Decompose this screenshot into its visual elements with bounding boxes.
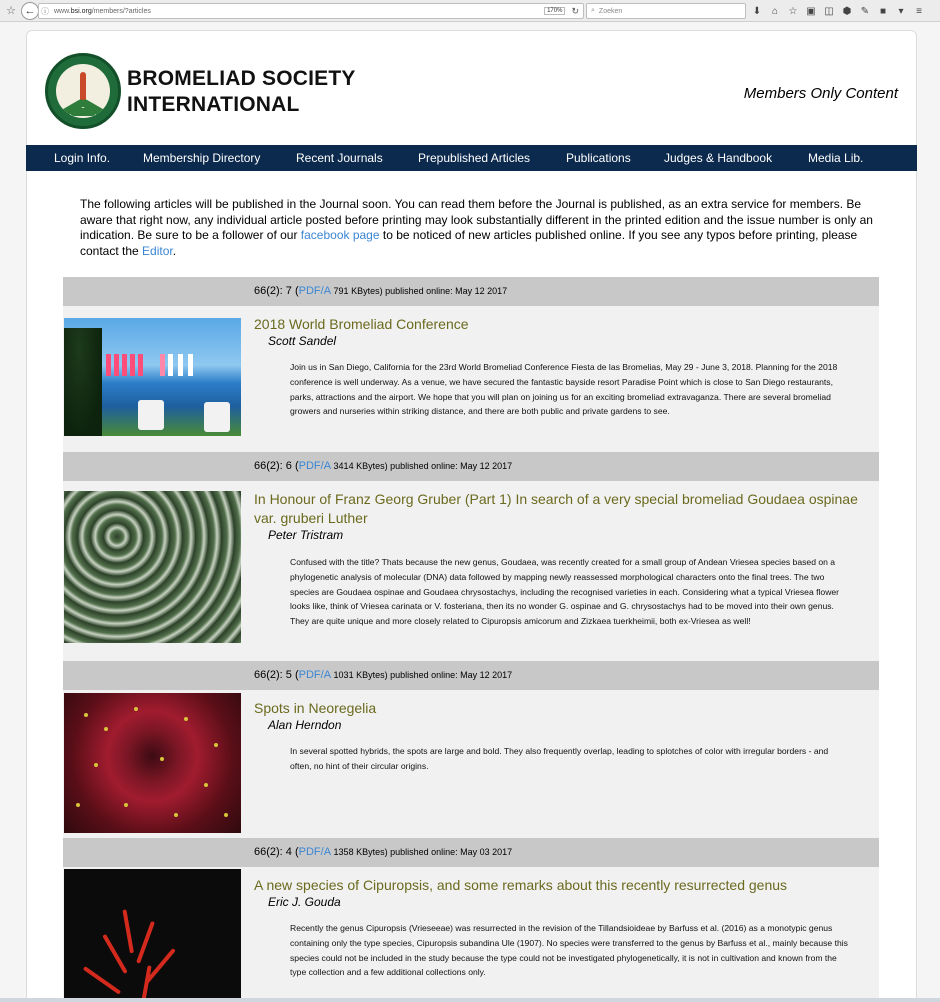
conference-photo	[64, 318, 241, 436]
article-author: Alan Herndon	[268, 718, 342, 732]
tools-icon[interactable]: ✎	[860, 5, 870, 17]
star-icon[interactable]: ☆	[6, 5, 16, 17]
article-size: 791 KBytes	[331, 286, 380, 296]
article-published: ) published online: May 03 2017	[384, 847, 513, 857]
nav-membership-directory[interactable]: Membership Directory	[143, 151, 261, 165]
pdf-link[interactable]: PDF/A	[298, 846, 332, 858]
nav-media-lib[interactable]: Media Lib.	[808, 151, 864, 165]
article-title[interactable]: A new species of Cipuropsis, and some remarks about this recently resurrected genus	[254, 877, 788, 893]
nav-login-info[interactable]: Login Info.	[54, 151, 111, 165]
article-card	[63, 867, 879, 998]
brand-line-1: BROMELIAD SOCIETY	[127, 67, 356, 90]
address-url: www.bsi.org/members/?articles	[54, 7, 151, 15]
article-issue: 66(2): 5 (	[254, 669, 299, 681]
pdf-link[interactable]: PDF/A	[298, 669, 332, 681]
zoom-indicator[interactable]: 170%	[544, 7, 565, 15]
article-author: Scott Sandel	[268, 334, 337, 348]
main-nav	[26, 145, 917, 171]
search-icon: ⌕	[591, 7, 595, 14]
nav-judges-handbook[interactable]: Judges & Handbook	[664, 151, 773, 165]
download-icon[interactable]: ⬇	[752, 5, 762, 17]
cipuropsis-photo	[64, 869, 241, 999]
menu-icon[interactable]: ▾	[898, 5, 904, 17]
article-description: In several spotted hybrids, the spots are large and bold. They also frequently overlap, leading to splotches of color with irregular borders - and often, no hint of their circular origins.	[290, 746, 829, 771]
article-description: Recently the genus Cipuropsis (Vrieseeae) was resurrected in the revision of the Tillandsioideae by Barfuss et al. (2016) as a monotypic genus containing only the type species, Cipuropsis subandina Ule (1907). No species were transferred to the genus by Barfuss et al., mainly because this species could not be included in the study because the type could not be investigated phylogenetically, it is not in cultivation and known from the type collection and a few additional collections only.	[290, 923, 848, 978]
extension-icon[interactable]: ⬢	[842, 5, 852, 17]
article-header	[63, 452, 879, 481]
addon-icon[interactable]: ■	[879, 5, 887, 17]
article-published: ) published online: May 12 2017	[384, 461, 513, 471]
article-issue: 66(2): 4 (	[254, 846, 299, 858]
article-card	[63, 690, 879, 838]
article-card	[63, 306, 879, 452]
goudaea-photo	[64, 491, 241, 643]
search-placeholder: Zoeken	[598, 7, 623, 15]
horizontal-scrollbar[interactable]	[0, 998, 940, 1002]
neoregelia-photo	[64, 693, 241, 833]
article-header	[63, 661, 879, 690]
pdf-link[interactable]: PDF/A	[298, 285, 332, 297]
article-issue: 66(2): 6 (	[254, 460, 299, 472]
article-published: ) published online: May 12 2017	[384, 670, 513, 680]
members-only-label: Members Only Content	[743, 85, 898, 102]
nav-publications[interactable]: Publications	[566, 151, 631, 165]
article-size: 1358 KBytes	[331, 847, 385, 857]
nav-prepublished-articles[interactable]: Prepublished Articles	[418, 151, 531, 165]
pdf-link[interactable]: PDF/A	[298, 460, 332, 472]
bookmark-icon[interactable]: ☆	[788, 5, 798, 17]
bsi-logo[interactable]	[45, 53, 121, 129]
back-button[interactable]: ←	[21, 2, 39, 20]
article-author: Peter Tristram	[268, 528, 344, 542]
intro-text: The following articles will be published in the Journal soon. You can read them before the Journal is published, as an extra service for members. Be aware that right now, any individual article posted before printing may look substantially different in the printed edition and the issue number is only an indication. Be sure to be a follower of our facebook page to be noticed of new articles published online. If you see any typos before printing, please contact the Editor.	[80, 197, 873, 258]
article-header	[63, 277, 879, 306]
article-title[interactable]: Spots in Neoregelia	[254, 700, 377, 716]
article-issue: 66(2): 7 (	[254, 285, 299, 297]
brand-line-2: INTERNATIONAL	[127, 93, 300, 116]
info-icon[interactable]: ⓘ	[41, 6, 49, 16]
article-card	[63, 481, 879, 661]
article-author: Eric J. Gouda	[268, 895, 341, 909]
nav-recent-journals[interactable]: Recent Journals	[296, 151, 383, 165]
editor-link[interactable]: Editor	[142, 243, 173, 258]
article-description: Confused with the title? Thats because the new genus, Goudaea, was recently created for a small group of Andean Vriesea species based on a phylogenetic analysis of molecular (DNA) data followed by mapping newly reassessed morphological characters onto the final trees. The two species are Goudaea ospinae and Goudaea chrysostachys, including the recognised varieties in each. Considering what a typical Vriesea flower looks like, think of Vriesea carinata or V. fosteriana, then its no wonder G. ospinae and G. chrysostachys had to be moved into their own genus. They are quite unique and more closely related to Cipuropsis amicorum and Zizkaea tuerkheimii, both ex-Vriesea as well!	[290, 557, 840, 627]
facebook-link[interactable]: facebook page	[300, 228, 380, 242]
overflow-icon[interactable]: ≡	[916, 5, 922, 17]
reload-icon[interactable]: ↻	[571, 5, 579, 16]
article-title[interactable]: In Honour of Franz Georg Gruber (Part 1) In search of a very special bromeliad Goudaea ospinae var. gruberi Luther	[254, 491, 858, 526]
article-published: ) published online: May 12 2017	[379, 286, 508, 296]
brand-name[interactable]	[127, 66, 356, 118]
browser-tool-icons	[750, 3, 926, 19]
home-icon[interactable]: ⌂	[771, 5, 779, 17]
address-bar[interactable]	[38, 3, 584, 19]
library-icon[interactable]: ▣	[806, 5, 816, 17]
article-size: 1031 KBytes	[331, 670, 385, 680]
article-size: 3414 KBytes	[331, 461, 385, 471]
article-title[interactable]: 2018 World Bromeliad Conference	[254, 316, 469, 332]
article-header	[63, 838, 879, 867]
article-description: Join us in San Diego, California for the 23rd World Bromeliad Conference Fiesta de las Bromelias, May 29 - June 3, 2018. Planning for the 2018 conference is well underway. As a venue, we have secured the fantastic bayside resort Paradise Point which is close to San Diego restaurants, parks, attractions and the airport. We hope that you will plan on joining us for an exciting bromeliad extravaganza. There are several bromeliad growers and nurseries within striking distance, and there are both public and private gardens to see.	[290, 362, 838, 417]
search-input[interactable]	[586, 3, 746, 19]
pocket-icon[interactable]: ◫	[824, 5, 834, 17]
